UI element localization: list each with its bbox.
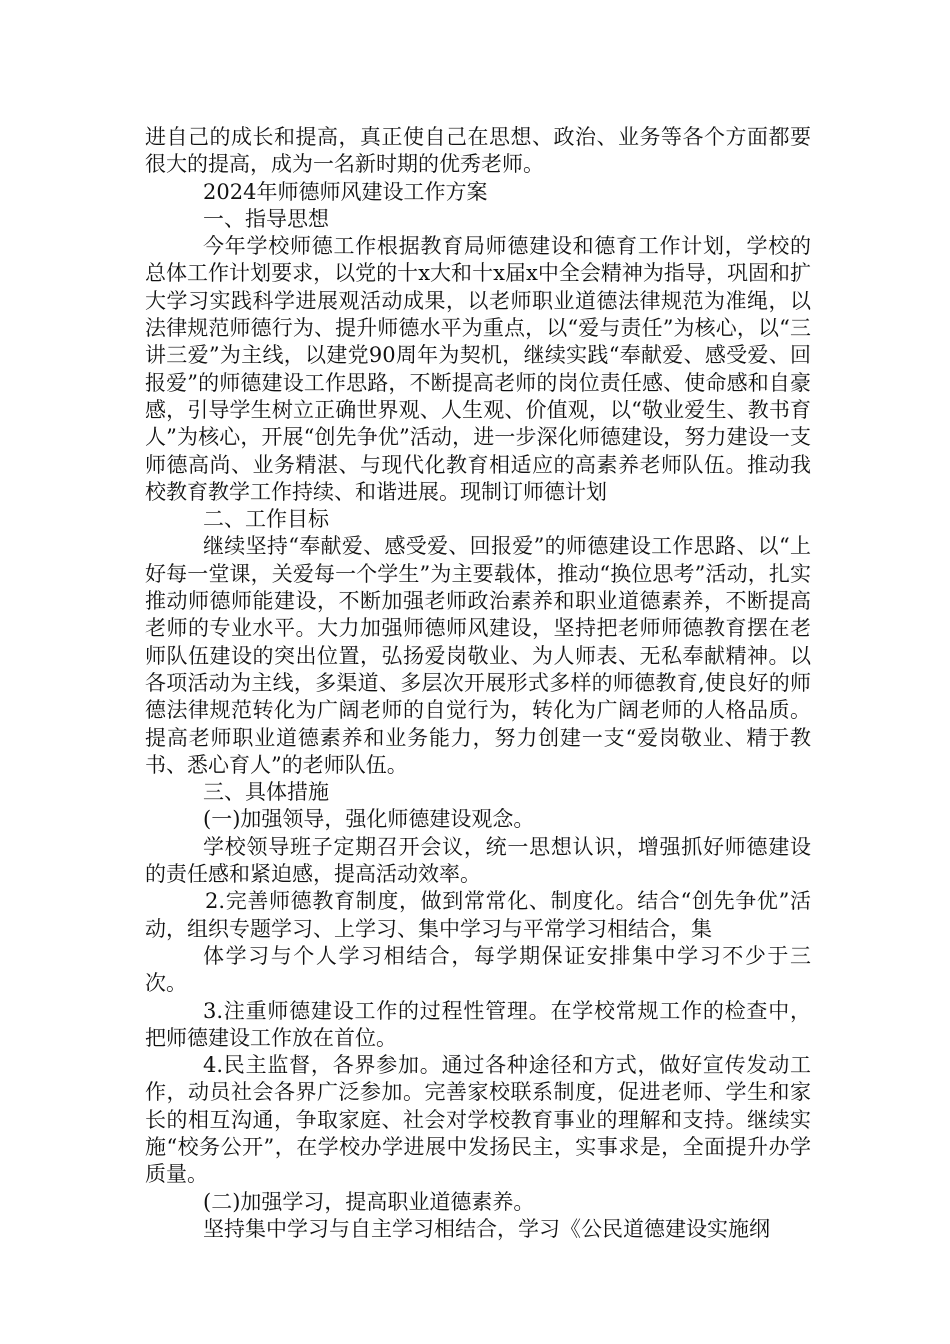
paragraph-measure-3: 3.注重师德建设工作的过程性管理。在学校常规工作的检查中，把师德建设工作放在首位。 xyxy=(145,998,811,1050)
document-body xyxy=(145,124,811,1243)
paragraph-study: 坚持集中学习与自主学习相结合，学习《公民道德建设实施纲 xyxy=(203,1216,770,1241)
paragraph-work-goals: 继续坚持“奉献爱、感受爱、回报爱”的师德建设工作思路、以“上好每一堂课，关爱每一个学生”为主要载体，推动“换位思考”活动，扎实推动师德师能建设，不断加强老师政治素养和职业道德素养，不断提高老师的专业水平。大力加强师德师风建设，坚持把老师师德教育摆在老师队伍建设的突出位置，弘扬爱岗敬业、为人师表、无私奉献精神。以各项活动为主线，多渠道、多层次开展形式多样的师德教育,使良好的师德法律规范转化为广阔老师的自觉行为，转化为广阔老师的人格品质。提高老师职业道德素养和业务能力，努力创建一支“爱岗敬业、精于教书、悉心育人”的老师队伍。 xyxy=(145,534,811,777)
document-title: 2024年师德师风建设工作方案 xyxy=(203,179,488,204)
subsection-heading-study: (二)加强学习，提高职业道德素养。 xyxy=(203,1189,535,1214)
paragraph-leadership: 学校领导班子定期召开会议，统一思想认识，增强抓好师德建设的责任感和紧迫感，提高活动效率。 xyxy=(145,834,811,887)
paragraph-guiding-ideology: 今年学校师德工作根据教育局师德建设和德育工作计划，学校的总体工作计划要求，以党的十x大和十x届x中全会精神为指导，巩固和扩大学习实践科学进展观活动成果，以老师职业道德法律规范为准绳，以法律规范师德行为、提升师德水平为重点，以“爱与责任”为核心，以“三讲三爱”为主线，以建党90周年为契机，继续实践“奉献爱、感受爱、回报爱”的师德建设工作思路，不断提高老师的岗位责任感、使命感和自豪感，引导学生树立正确世界观、人生观、价值观，以“敬业爱生、教书育人”为核心，开展“创先争优”活动，进一步深化师德建设，努力建设一支师德高尚、业务精湛、与现代化教育相适应的高素养老师队伍。推动我校教育教学工作持续、和谐进展。现制订师德计划 xyxy=(145,234,811,504)
subsection-heading-leadership: (一)加强领导，强化师德建设观念。 xyxy=(203,807,535,832)
paragraph-measure-2: 2.完善师德教育制度，做到常常化、制度化。结合“创先争优”活动，组织专题学习、上学习、集中学习与平常学习相结合，集 xyxy=(145,889,811,941)
section-heading-specific-measures: 三、具体措施 xyxy=(203,780,329,805)
paragraph-measure-2-continued: 体学习与个人学习相结合，每学期保证安排集中学习不少于三次。 xyxy=(145,943,811,996)
paragraph-measure-4: 4.民主监督，各界参加。通过各种途径和方式，做好宣传发动工作，动员社会各界广泛参加。完善家校联系制度，促进老师、学生和家长的相互沟通，争取家庭、社会对学校教育事业的理解和支持。继续实施“校务公开”，在学校办学进展中发扬民主，实事求是，全面提升办学质量。 xyxy=(145,1053,811,1187)
section-heading-work-goals: 二、工作目标 xyxy=(203,507,329,532)
paragraph-continuation: 进自己的成长和提高，真正使自己在思想、政治、业务等各个方面都要很大的提高，成为一名新时期的优秀老师。 xyxy=(145,125,811,177)
section-heading-guiding-ideology: 一、指导思想 xyxy=(203,206,329,231)
